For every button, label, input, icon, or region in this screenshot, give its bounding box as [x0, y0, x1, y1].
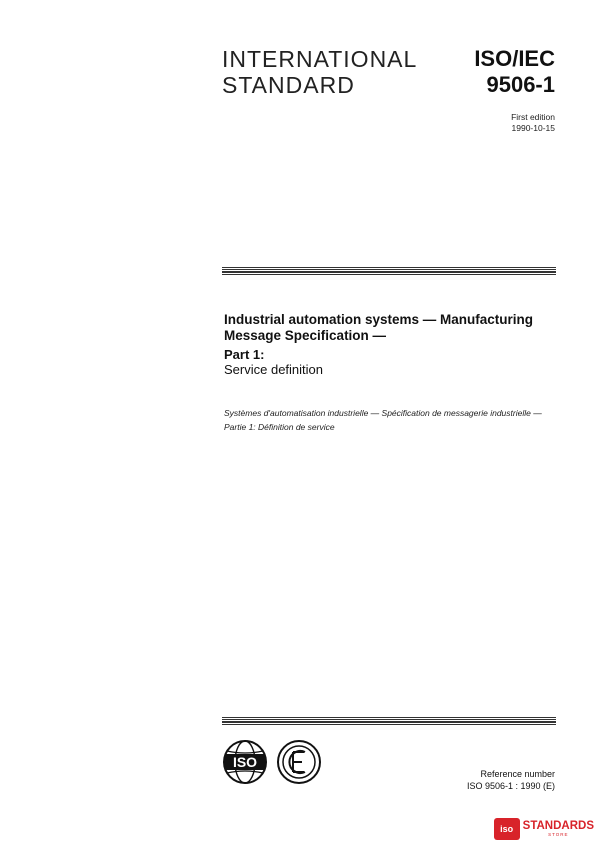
standard-number	[474, 46, 555, 98]
standard-number-line1: ISO/IEC	[474, 46, 555, 71]
reference-value: ISO 9506-1 : 1990 (E)	[466, 781, 555, 791]
part-title: Service definition	[224, 362, 323, 377]
document-type-line1: INTERNATIONAL	[222, 46, 418, 72]
document-type	[222, 46, 417, 98]
top-divider	[222, 267, 556, 275]
edition-label: First edition	[511, 112, 555, 122]
bottom-divider	[222, 717, 556, 725]
french-title	[224, 406, 564, 434]
iec-logo	[274, 738, 324, 786]
iso-logo-text: ISO	[232, 754, 258, 770]
document-type-line2: STANDARD	[222, 72, 355, 98]
title-line2: Message Specification —	[224, 328, 387, 343]
part-label: Part 1:	[224, 347, 265, 362]
document-title	[224, 312, 564, 344]
edition-date: 1990-10-15	[511, 123, 555, 133]
watermark-sub: STORE	[548, 832, 569, 837]
title-line1: Industrial automation systems — Manufacturing	[224, 312, 534, 327]
watermark-badge: iso	[494, 818, 520, 840]
store-watermark	[494, 818, 594, 840]
watermark-main: STANDARDS	[522, 820, 594, 832]
edition-info	[511, 112, 555, 134]
reference-label: Reference number	[480, 769, 555, 779]
french-title-line1: Systèmes d'automatisation industrielle — Spécification de messagerie industrielle —	[224, 408, 542, 418]
iso-logo	[220, 738, 270, 786]
french-title-line2: Partie 1: Définition de service	[224, 422, 335, 432]
reference-number	[467, 768, 555, 792]
standard-number-line2: 9506-1	[486, 72, 555, 97]
watermark-text	[523, 820, 594, 838]
